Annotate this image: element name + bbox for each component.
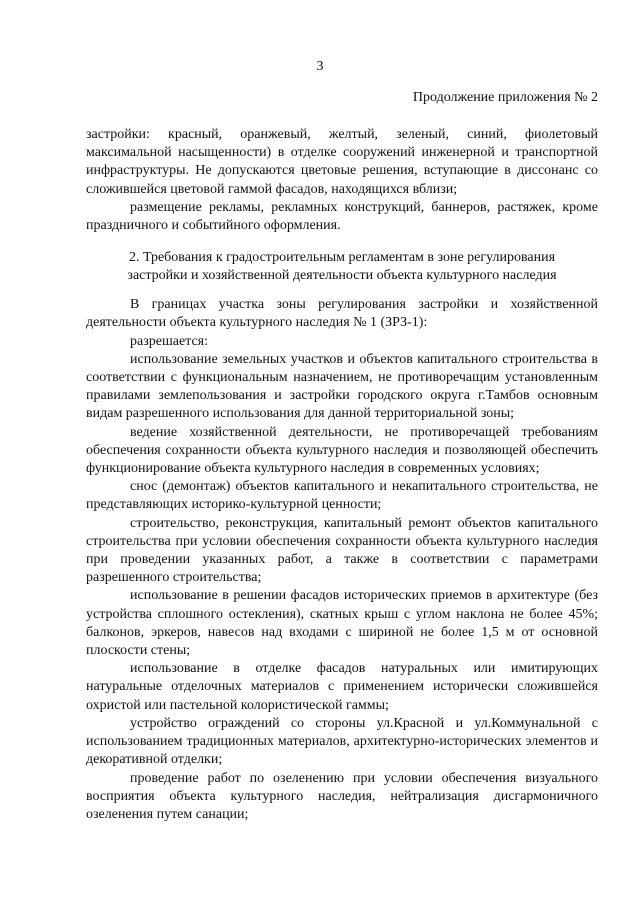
paragraph: разрешается:	[130, 333, 208, 349]
document-body	[86, 126, 598, 824]
paragraph: ведение хозяйственной деятельности, не противоречащей требованиям обеспечения сохранности объекта культурного наследия и позволяющей обеспечить функционирование объекта культурного наследия в современных условиях;	[86, 424, 598, 477]
paragraph: использование в отделке фасадов натуральных или имитирующих натуральные отделочных материалов с применением исторически сложившейся охристой или пастельной колористической гаммы;	[86, 661, 598, 713]
paragraph: устройство ограждений со стороны ул.Красной и ул.Коммунальной с использованием традиционных материалов, архитектурно-исторических элементов и декоративной отделки;	[86, 715, 598, 768]
section-heading	[86, 249, 598, 284]
page-number: 3	[316, 59, 324, 74]
paragraph: использование земельных участков и объектов капитального строительства в соответствии с функциональным назначением, не противоречащим установленным правилами землепользования и застройки городского округа г.Тамбов основным видам разрешенного использования для данной территориальной зоны;	[86, 351, 598, 422]
continuation-note: Продолжение приложения № 2	[412, 90, 598, 105]
paragraph: использование в решении фасадов исторических приемов в архитектуре (без устройства сплошного остекления), скатных крыш с углом наклона не более 45%; балконов, эркеров, навесов над входами с шириной не более 1,5 м от основной плоскости стены;	[86, 588, 598, 659]
paragraph: В границах участка зоны регулирования застройки и хозяйственной деятельности объекта культурного наследия № 1 (ЗРЗ-1):	[86, 297, 598, 331]
paragraph: снос (демонтаж) объектов капитального и некапитального строительства, не представляющих историко-культурной ценности;	[86, 479, 598, 513]
paragraph: проведение работ по озеленению при условии обеспечения визуального восприятия объекта культурного наследия, нейтрализация дисгармоничного озеленения путем санации;	[86, 770, 598, 822]
section-heading-line: 2. Требования к градостроительным регламентам в зоне регулирования	[128, 250, 556, 266]
paragraph: строительство, реконструкция, капитальный ремонт объектов капитального строительства при условии обеспечения сохранности объекта культурного наследия при проведении указанных работ, а также в соответствии с параметрами разрешенного строительства;	[86, 515, 598, 586]
paragraph: размещение рекламы, рекламных конструкций, баннеров, растяжек, кроме праздничного и событийного оформления.	[86, 199, 598, 234]
paragraph: застройки: красный, оранжевый, желтый, зеленый, синий, фиолетовый максимальной насыщенности) в отделке сооружений инженерной и транспортной инфраструктуры. Не допускаются цветовые решения, вступающие в диссонанс со сложившейся цветовой гаммой фасадов, находящихся вблизи;	[86, 127, 598, 197]
section-heading-line: застройки и хозяйственной деятельности объекта культурного наследия	[127, 267, 557, 283]
